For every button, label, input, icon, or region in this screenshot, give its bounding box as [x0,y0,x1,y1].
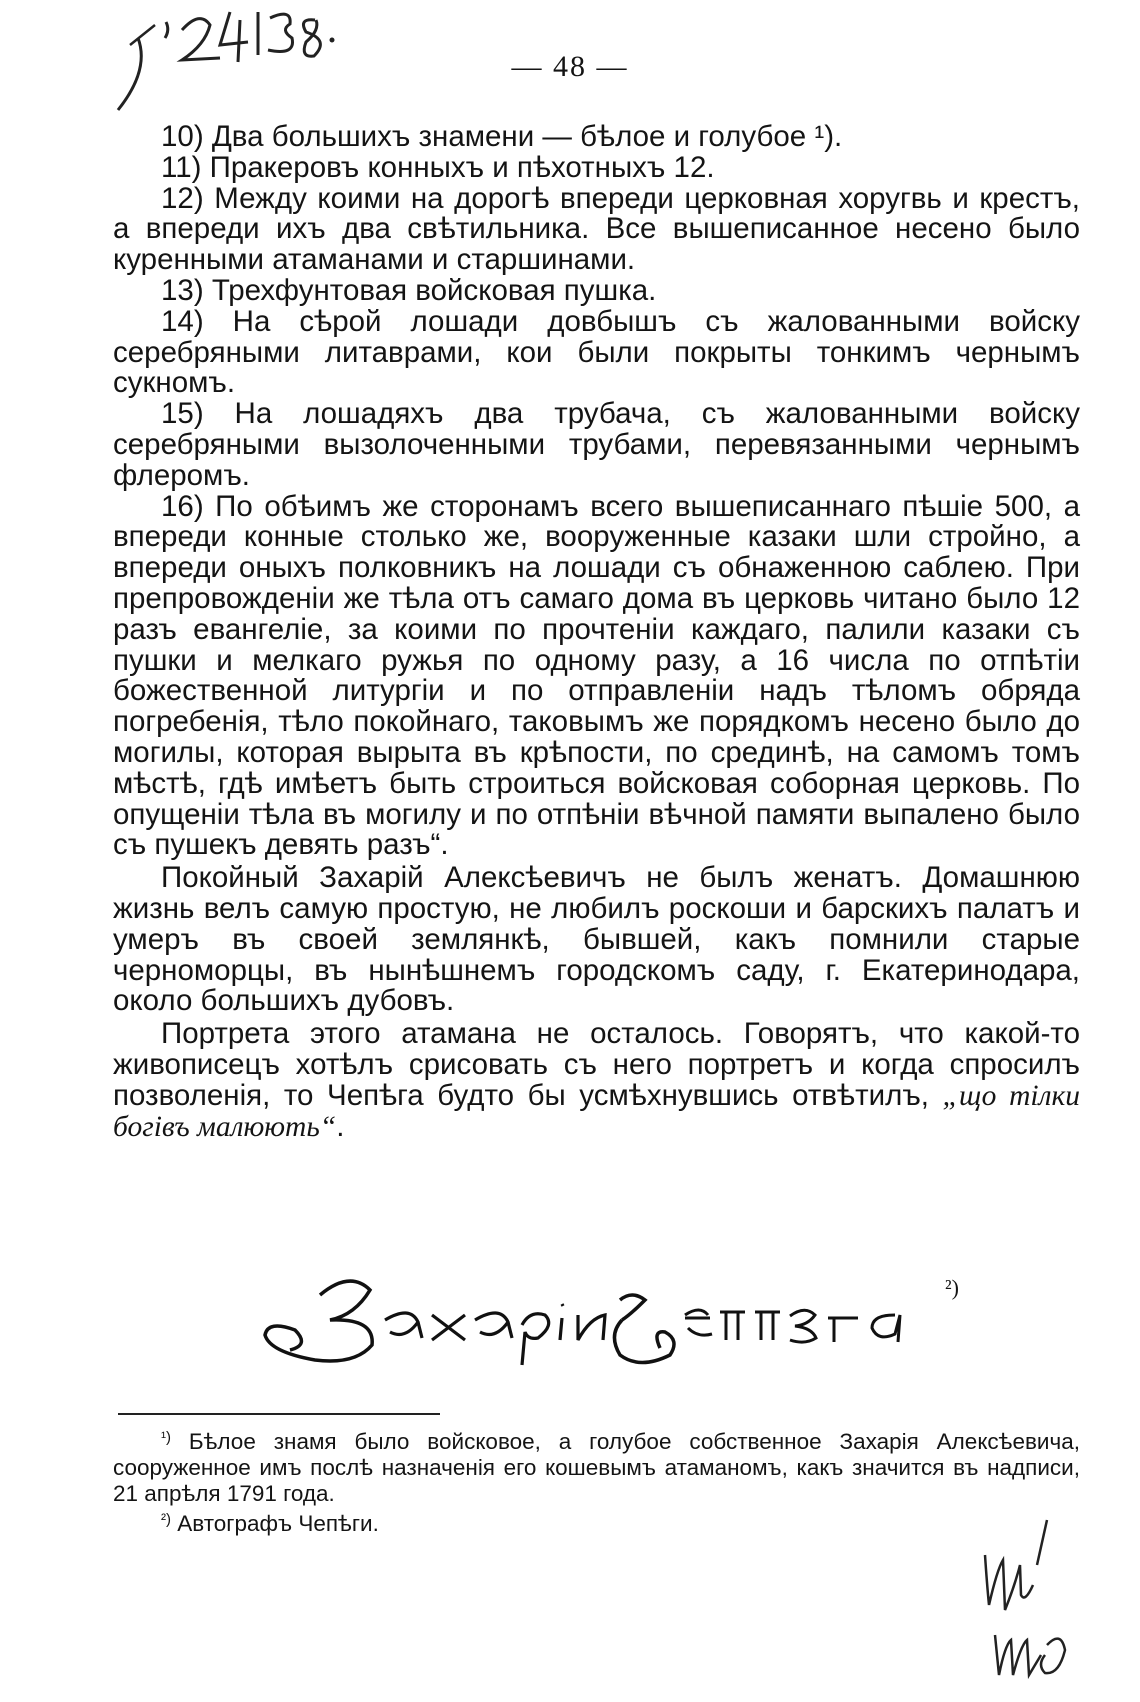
list-item-16: 16) По обѣимъ же сторонамъ всего вышеписаннаго пѣшіе 500, а впереди конные столько же, вооруженные казаки шли стройно, а впереди оныхъ полковникъ на лошади съ обнаженною саблею. При препровожденіи же тѣла отъ самаго дома въ церковь читано было 12 разъ евангеліе, за коими по прочтеніи каждаго, палили казаки съ пушки и мелкаго ружья по одному разу, а 16 числа по отпѣтіи божественной литургіи и по отправленіи надъ тѣломъ обряда погребенія, тѣло покойнаго, таковымъ же порядкомъ несено было до могилы, которая вырыта въ крѣпости, по срединѣ, на самомъ томъ мѣстѣ, гдѣ имѣетъ быть строиться войсковая соборная церковь. По опущеніи тѣла въ могилу и по отпѣніи вѣчной памяти выпалено было съ пушекъ девять разъ“. [113,489,1080,862]
list-item-15: 15) На лошадяхъ два трубача, съ жалованными войску серебряными вызолоченными трубами, перевязанными чернымъ флеромъ. [113,397,1080,492]
footnote-1 [113,1425,1080,1507]
footnotes [113,1425,1080,1537]
list-item-11: 11) Пракеровъ конныхъ и пѣхотныхъ 12. [161,150,715,184]
main-text [113,122,1080,1142]
signature-footnote-mark: ²) [945,1275,959,1300]
footnote-1-text: Бѣлое знамя было войсковое, а голубое собственное Захарія Алексѣевича, сооруженное имъ послѣ назначенія его кошевымъ атаманомъ, какъ значится въ надписи, 21 апрѣля 1791 года. [113,1429,1080,1506]
paragraph-domestic-life: Покойный Захарій Алексѣевичъ не былъ женатъ. Домашнюю жизнь велъ самую простую, не любилъ роскоши и барскихъ палатъ и умеръ въ своей землянкѣ, бывшей, какъ помнили старые черноморцы, въ нынѣшнемъ городскомъ саду, г. Екатеринодара, около большихъ дубовъ. [113,861,1080,1018]
quote-ukrainian: „що тілки богівъ малюють“ [113,1079,1080,1143]
paragraph-portrait-text: Портрета этого атамана не осталось. Говорятъ, что какой-то живописецъ хотѣлъ срисовать съ него портретъ и когда спросилъ позволенія, то Чепѣга будто бы усмѣхнувшись отвѣтилъ, [113,1017,1080,1112]
paragraph-portrait [113,1019,1080,1142]
list-item-12: 12) Между коими на дорогѣ впереди церковная хоругвь и крестъ, а впереди ихъ два свѣтильника. Все вышеписанное несено было куренными атаманами и старшинами. [113,181,1080,277]
paragraph-end-mark: . [336,1109,345,1143]
list-item-10: 10) Два большихъ знамени — бѣлое и голубое ¹). [161,120,843,153]
list-item-14: 14) На сѣрой лошади довбышъ съ жалованными войску серебряными литаврами, кои были покрыты тонкимъ чернымъ сукномъ. [113,304,1080,400]
footnote-2-text: Автографъ Чепѣги. [177,1511,379,1536]
footnote-2-mark: ²) [161,1511,171,1528]
footnote-separator [118,1413,440,1415]
signature-autograph [260,1260,1000,1380]
page-number: — 48 — [511,50,629,83]
handwritten-initials [975,1515,1105,1685]
footnote-1-mark: ¹) [161,1429,171,1446]
list-item-13: 13) Трехфунтовая войсковая пушка. [161,273,657,307]
footnote-2 [113,1507,1080,1537]
